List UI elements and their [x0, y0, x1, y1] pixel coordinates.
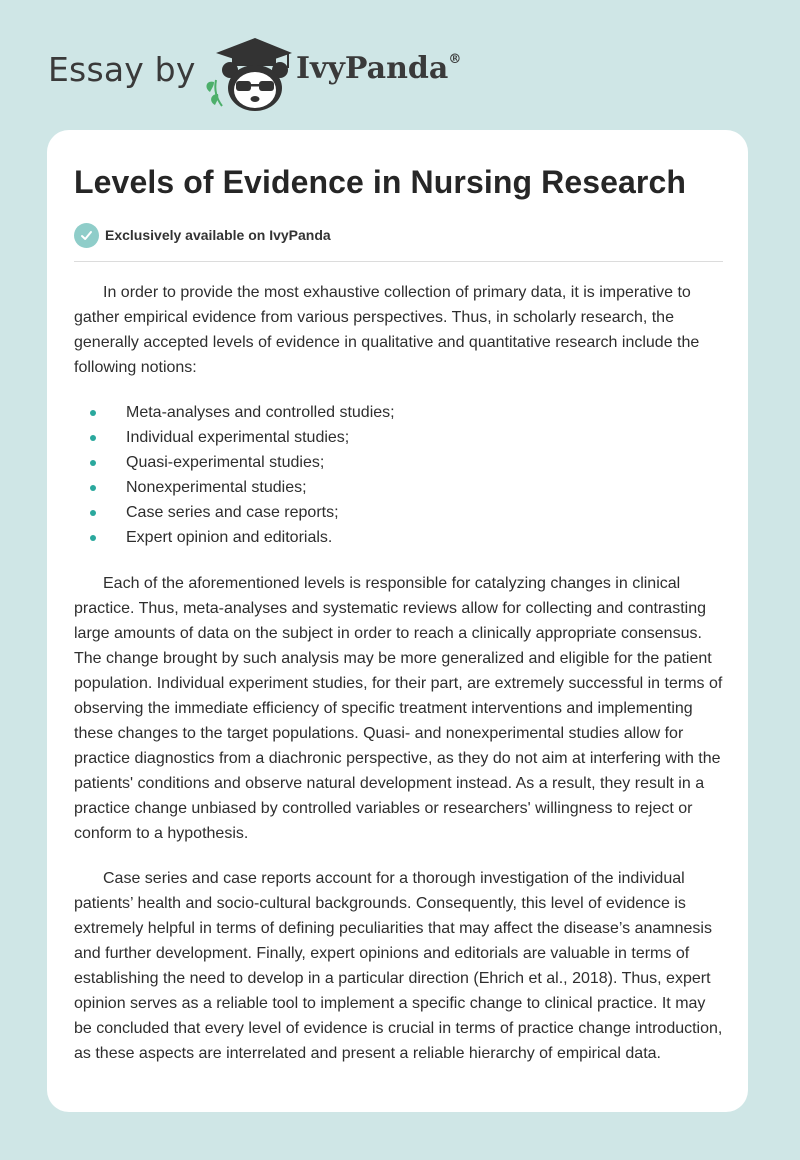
list-item: Quasi-experimental studies;: [74, 450, 724, 475]
exclusive-badge: [74, 222, 331, 248]
brand-name[interactable]: IvyPanda®: [296, 51, 462, 86]
bullet-icon: [90, 435, 96, 441]
divider: [74, 261, 723, 262]
intro-paragraph: In order to provide the most exhaustive collection of primary data, it is imperative to gather empirical evidence from various perspectives. Thus, in scholarly research, the generally accepted levels of evidence in qualitative and quantitative research include the following notions:: [74, 284, 700, 376]
list-item: Meta-analyses and controlled studies;: [74, 400, 724, 425]
essay-card: [47, 130, 748, 1112]
list-item: Case series and case reports;: [74, 500, 724, 525]
bullet-icon: [90, 535, 96, 541]
bullet-icon: [90, 460, 96, 466]
ivypanda-logo-icon[interactable]: [200, 36, 296, 116]
bullet-icon: [90, 410, 96, 416]
list-item: Expert opinion and editorials.: [74, 525, 724, 550]
registered-mark: ®: [448, 52, 462, 67]
page-title: Levels of Evidence in Nursing Research: [74, 164, 687, 200]
body-paragraph-3: Case series and case reports account for a thorough investigation of the individual patients’ health and socio-cultural backgrounds. Consequently, this level of evidence is extremely helpful in terms of defining peculiarities that may affect the disease’s anamnesis and further development. Finally, expert opinions and editorials are valuable in terms of establishing the need to develop in a particular direction (Ehrich et al., 2018). Thus, expert opinion serves as a reliable tool to implement a specific change to clinical practice. It may be concluded that every level of evidence is crucial in terms of practice change introduction, as these aspects are interrelated and present a reliable hierarchy of empirical data.: [74, 870, 723, 1062]
list-item: Individual experimental studies;: [74, 425, 724, 450]
bullet-icon: [90, 485, 96, 491]
essay-body: [74, 280, 724, 1066]
site-header: [48, 36, 768, 116]
exclusive-label: Exclusively available on IvyPanda: [105, 227, 331, 243]
evidence-levels-list: [74, 400, 724, 550]
bullet-icon: [90, 510, 96, 516]
essay-by-label: Essay by: [48, 50, 196, 89]
body-paragraph-2: Each of the aforementioned levels is responsible for catalyzing changes in clinical practice. Thus, meta-analyses and systematic reviews allow for collecting and contrasting large amounts of data on the subject in order to reach a clinically appropriate consensus. The change brought by such analysis may be more generalized and eligible for the patient population. Individual experiment studies, for their part, are extremely successful in terms of observing the immediate efficiency of specific treatment interventions and implementing these changes to the target populations. Quasi- and nonexperimental studies allow for practice diagnostics from a diachronic perspective, as they do not aim at interfering with the patients' conditions and observe natural development instead. As a result, they result in a practice change unbiased by controlled variables or researchers' willingness to reject or conform to a hypothesis.: [74, 575, 723, 842]
list-item: Nonexperimental studies;: [74, 475, 724, 500]
check-icon: [74, 223, 99, 248]
